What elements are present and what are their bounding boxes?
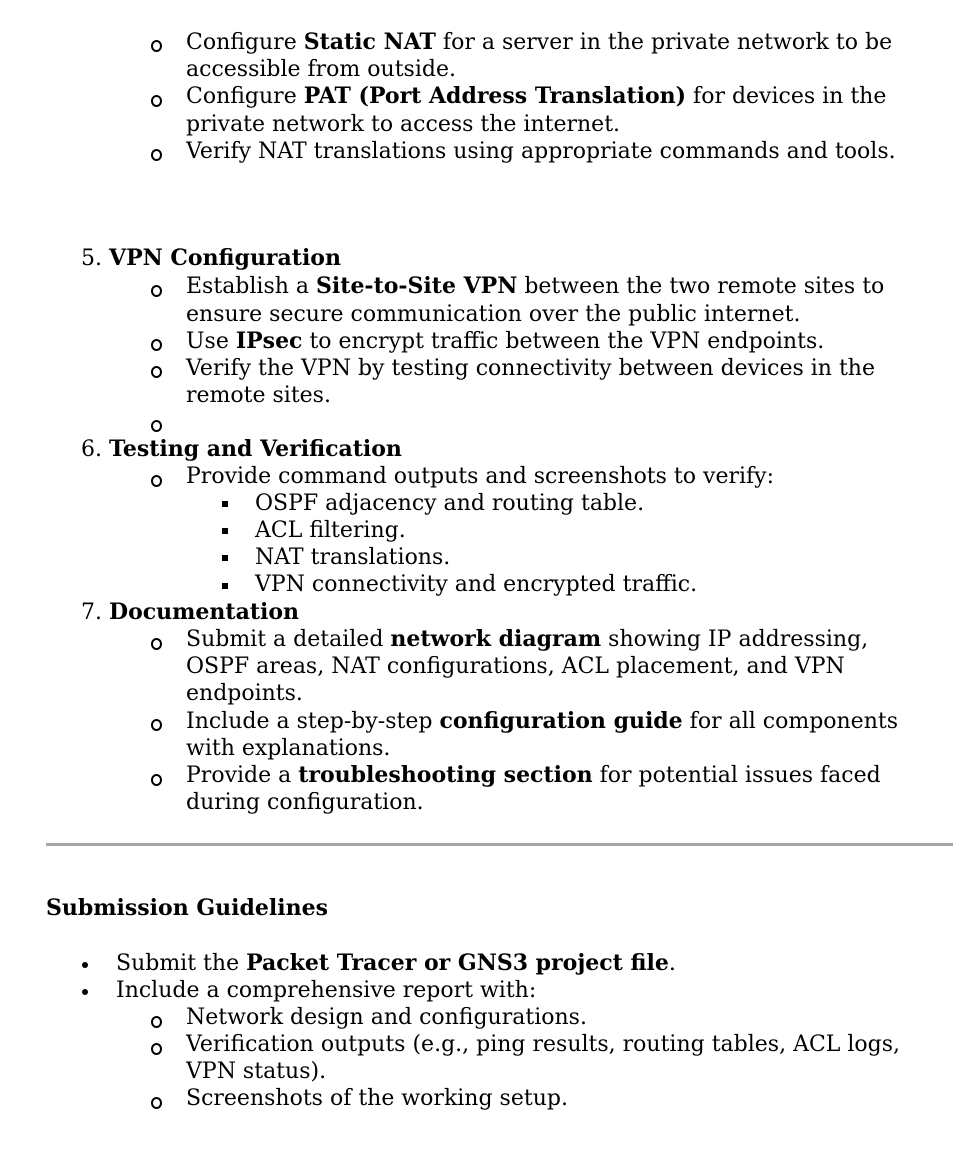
testing-sub-item: OSPF adjacency and routing table. bbox=[255, 491, 645, 516]
bullet-marker bbox=[151, 774, 162, 786]
bullet-marker bbox=[151, 95, 162, 107]
bullet-marker bbox=[151, 149, 162, 161]
nat-pat-line-2: private network to access the internet. bbox=[186, 112, 621, 137]
report-item-line-2: VPN status). bbox=[186, 1059, 327, 1084]
testing-sub-item: VPN connectivity and encrypted traffic. bbox=[255, 572, 698, 597]
testing-sub-item: ACL filtering. bbox=[255, 518, 406, 543]
bullet-marker bbox=[151, 719, 162, 731]
submission-heading: Submission Guidelines bbox=[46, 895, 328, 921]
vpn-site-line: Establish a Site-to-Site VPN between the two remote sites to bbox=[186, 273, 885, 299]
submission-file-line: Submit the Packet Tracer or GNS3 project file. bbox=[116, 950, 676, 976]
doc-diagram-line-2: OSPF areas, NAT configurations, ACL placement, and VPN bbox=[186, 654, 845, 679]
bullet-marker bbox=[151, 366, 162, 378]
bullet-marker bbox=[151, 339, 162, 351]
vpn-site-line-2: ensure secure communication over the public internet. bbox=[186, 302, 801, 327]
doc-guide-line: Include a step-by-step configuration guide for all components bbox=[186, 708, 899, 734]
nat-static-line: Configure Static NAT for a server in the private network to be bbox=[186, 29, 893, 55]
bullet-marker bbox=[151, 1016, 162, 1028]
disc-bullet bbox=[82, 989, 88, 995]
nat-verify-line: Verify NAT translations using appropriate commands and tools. bbox=[186, 139, 896, 164]
doc-guide-line-2: with explanations. bbox=[186, 736, 391, 761]
bullet-marker bbox=[151, 40, 162, 52]
nat-pat-line: Configure PAT (Port Address Translation) for devices in the bbox=[186, 83, 887, 109]
square-bullet bbox=[222, 583, 228, 589]
section-7-heading: 7. Documentation bbox=[81, 599, 300, 625]
bullet-marker-empty bbox=[151, 420, 162, 432]
nat-static-line-2: accessible from outside. bbox=[186, 57, 456, 82]
report-item: Screenshots of the working setup. bbox=[186, 1086, 568, 1111]
square-bullet bbox=[222, 501, 228, 507]
bullet-marker bbox=[151, 1043, 162, 1055]
vpn-ipsec-line: Use IPsec to encrypt traffic between the VPN endpoints. bbox=[186, 328, 825, 354]
doc-diagram-line-3: endpoints. bbox=[186, 681, 303, 706]
testing-provide-line: Provide command outputs and screenshots to verify: bbox=[186, 464, 774, 489]
square-bullet bbox=[222, 528, 228, 534]
bullet-marker bbox=[151, 638, 162, 650]
disc-bullet bbox=[82, 962, 88, 968]
bullet-marker bbox=[151, 1097, 162, 1109]
report-item: Verification outputs (e.g., ping results, routing tables, ACL logs, bbox=[186, 1032, 901, 1057]
testing-sub-item: NAT translations. bbox=[255, 545, 451, 570]
vpn-verify-line: Verify the VPN by testing connectivity between devices in the bbox=[186, 356, 875, 381]
doc-troubleshoot-line-2: during configuration. bbox=[186, 790, 424, 815]
doc-diagram-line: Submit a detailed network diagram showing IP addressing, bbox=[186, 626, 869, 652]
report-item: Network design and configurations. bbox=[186, 1005, 587, 1030]
section-6-heading: 6. Testing and Verification bbox=[81, 436, 402, 462]
doc-troubleshoot-line: Provide a troubleshooting section for potential issues faced bbox=[186, 762, 881, 788]
square-bullet bbox=[222, 555, 228, 561]
bullet-marker bbox=[151, 285, 162, 297]
submission-report-line: Include a comprehensive report with: bbox=[116, 978, 537, 1003]
bullet-marker bbox=[151, 475, 162, 487]
section-5-heading: 5. VPN Configuration bbox=[81, 245, 341, 271]
vpn-verify-line-2: remote sites. bbox=[186, 383, 331, 408]
horizontal-rule bbox=[46, 843, 953, 846]
